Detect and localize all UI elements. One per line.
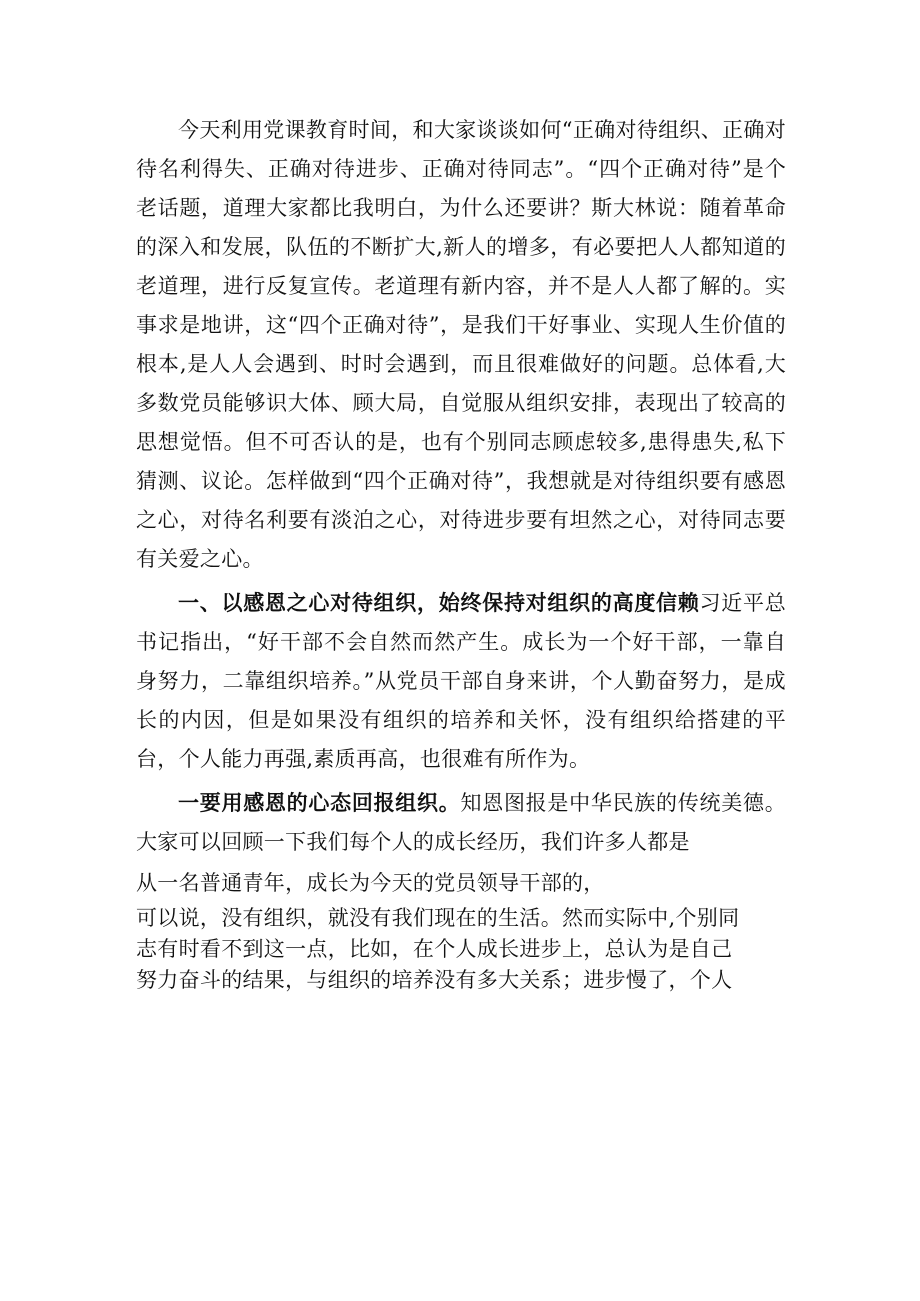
point-one-text: 知恩图报是中华民族的传统美德。大家可以回顾一下我们每个人的成长经历，我们许多人都是 <box>136 791 786 854</box>
paragraph-point-one <box>136 783 786 862</box>
section-one-heading: 一、以感恩之心对待组织，始终保持对组织的高度信赖 <box>178 590 700 615</box>
paragraph-intro <box>136 111 786 579</box>
tail-line-2: 可以说，没有组织，就没有我们现在的生活。然而实际中,个别同 <box>136 906 740 930</box>
tail-line-4: 努力奋斗的结果，与组织的培养没有多大关系；进步慢了，个人 <box>136 968 733 992</box>
section-one-text: 习近平总书记指出，“好干部不会自然而然产生。成长为一个好干部，一靠自身努力，二靠组织培养。”从党员干部自身来讲，个人勤奋努力，是成长的内因，但是如果没有组织的培养和关怀，没有组织给搭建的平台，个人能力再强,素质再高，也很难有所作为。 <box>136 591 787 771</box>
paragraph-section-one <box>136 583 786 779</box>
point-one-heading: 一要用感恩的心态回报组织。 <box>178 790 461 815</box>
tail-line-3: 志有时看不到这一点，比如，在个人成长进步上，总认为是自己 <box>136 937 733 961</box>
tail-line-1: 从一名普通青年，成长为今天的党员领导干部的， <box>136 871 605 895</box>
paragraph-intro-text: 今天利用党课教育时间，和大家谈谈如何“正确对待组织、正确对待名利得失、正确对待进步、正确对待同志”。“四个正确对待”是个老话题，道理大家都比我明白，为什么还要讲？斯大林说：随着革命的深入和发展，队伍的不断扩大,新人的增多，有必要把人人都知道的老道理，进行反复宣传。老道理有新内容，并不是人人都了解的。实事求是地讲，这“四个正确对待”，是我们干好事业、实现人生价值的根本,是人人会遇到、时时会遇到，而且很难做好的问题。总体看,大多数党员能够识大体、顾大局，自觉服从组织安排，表现出了较高的思想觉悟。但不可否认的是，也有个别同志顾虑较多,患得患失,私下猜测、议论。怎样做到“四个正确对待”，我想就是对待组织要有感恩之心，对待名利要有淡泊之心，对待进步要有坦然之心，对待同志要有关爱之心。 <box>136 118 786 571</box>
document-body <box>136 111 786 996</box>
